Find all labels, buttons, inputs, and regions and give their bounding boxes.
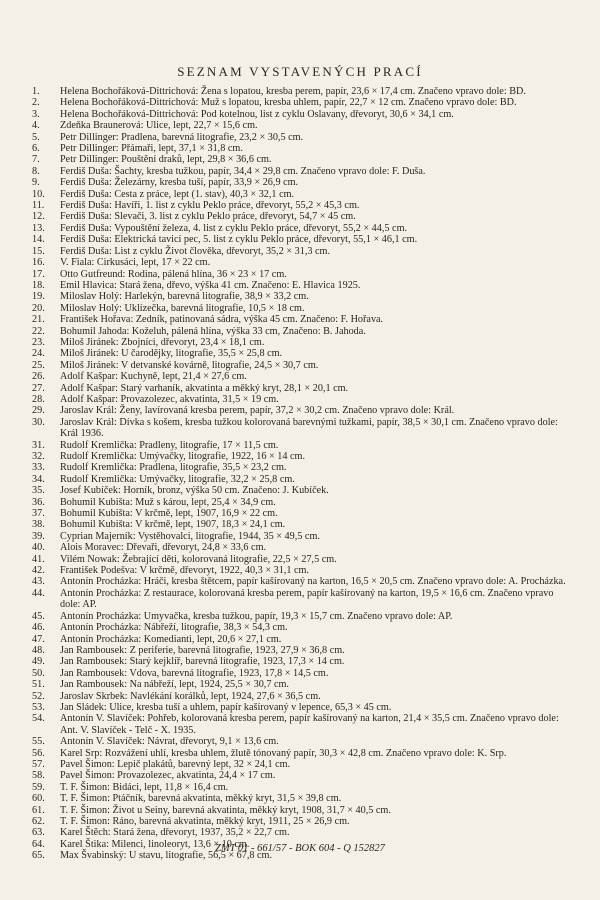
- item-number: 24.: [32, 348, 45, 360]
- item-text: Bohumil Kubišta: V krčmě, lept, 1907, 16,9 × 22 cm.: [60, 508, 278, 520]
- list-item: [32, 337, 568, 348]
- list-item: [32, 257, 568, 268]
- item-text: Vilém Nowak: Žebrající děti, kolorovaná litografie, 22,5 × 27,5 cm.: [60, 553, 337, 565]
- list-item: [32, 531, 568, 542]
- item-number: 17.: [32, 268, 45, 280]
- list-item: [32, 554, 568, 565]
- list-item: [32, 748, 568, 759]
- item-text: Rudolf Kremlička: Pradlena, litografie, 35,5 × 23,2 cm.: [60, 462, 287, 474]
- item-text: Jan Rambousek: Z periferie, barevná litografie, 1923, 27,9 × 36,8 cm.: [60, 644, 345, 656]
- item-number: 44.: [32, 587, 45, 599]
- list-item: [32, 519, 568, 530]
- item-text: Petr Dillinger: Přámaři, lept, 37,1 × 31,8 cm.: [60, 143, 243, 155]
- item-text: Miloslav Holý: Uklízečka, barevná litografie, 10,5 × 18 cm.: [60, 302, 305, 314]
- list-item: [32, 166, 568, 177]
- item-text: Ferdiš Duša: Cesta z práce, lept (1. stav), 40,3 × 32,1 cm.: [60, 188, 295, 200]
- item-number: 27.: [32, 382, 45, 394]
- item-text: Antonín Procházka: Umyvačka, kresba tužkou, papír, 19,3 × 15,7 cm. Značeno vpravo dole: AP.: [60, 610, 453, 622]
- item-text: Rudolf Kremlička: Umývačky, litografie, 32,2 × 25,8 cm.: [60, 473, 295, 485]
- item-text: Jan Rambousek: Vdova, barevná litografie, 1923, 17,8 × 14,5 cm.: [60, 667, 329, 679]
- list-item: [32, 394, 568, 405]
- item-number: 48.: [32, 644, 45, 656]
- item-number: 37.: [32, 508, 45, 520]
- item-number: 34.: [32, 473, 45, 485]
- item-text: Ferdiš Duša: List z cyklu Život člověka, dřevoryt, 35,2 × 31,3 cm.: [60, 245, 331, 257]
- item-number: 23.: [32, 336, 45, 348]
- item-number: 31.: [32, 439, 45, 451]
- item-text: Ferdiš Duša: Havíři, 1. list z cyklu Peklo práce, dřevoryt, 55,2 × 45,3 cm.: [60, 200, 360, 212]
- item-text: František Podešva: V krčmě, dřevoryt, 1922, 40,3 × 31,1 cm.: [60, 565, 309, 577]
- item-text: Helena Bochořáková-Dittrichová: Muž s lopatou, kresba uhlem, papír, 22,7 × 12 cm. Značeno vpravo dole: BD.: [60, 97, 517, 109]
- list-item: [32, 713, 568, 736]
- list-item: [32, 383, 568, 394]
- list-item: [32, 656, 568, 667]
- list-item: [32, 622, 568, 633]
- item-text: Karel Štika: Milenci, linoleoryt, 13,6 × 10 cm.: [60, 838, 250, 850]
- item-text: Ferdiš Duša: Železárny, kresba tuší, papír, 33,9 × 26,9 cm.: [60, 177, 299, 189]
- list-item: [32, 440, 568, 451]
- item-text: Bohumil Jahoda: Koželuh, pálená hlína, výška 33 cm, Značeno: B. Jahoda.: [60, 325, 366, 337]
- item-text: Petr Dillinger: Pradlena, barevná litografie, 23,2 × 30,5 cm.: [60, 131, 304, 143]
- item-number: 60.: [32, 793, 45, 805]
- item-number: 8.: [32, 165, 40, 177]
- list-item: [32, 588, 568, 611]
- works-list: [32, 86, 568, 862]
- item-text: Antonín Procházka: Komedianti, lept, 20,6 × 27,1 cm.: [60, 633, 282, 645]
- item-number: 45.: [32, 610, 45, 622]
- list-item: [32, 371, 568, 382]
- item-text: Ferdiš Duša: Šachty, kresba tužkou, papír, 34,4 × 29,8 cm. Značeno vpravo dole: F. Duša.: [60, 165, 426, 177]
- item-text: Jaroslav Skrbek: Navlékání korálků, lept, 1924, 27,6 × 36,5 cm.: [60, 690, 321, 702]
- list-item: [32, 805, 568, 816]
- list-item: [32, 462, 568, 473]
- item-text: Petr Dillinger: Pouštění draků, lept, 29,8 × 36,6 cm.: [60, 154, 272, 166]
- item-number: 40.: [32, 542, 45, 554]
- page-title: SEZNAM VYSTAVENÝCH PRACÍ: [177, 64, 423, 79]
- list-item: [32, 793, 568, 804]
- item-text: Josef Kubíček: Horník, bronz, výška 50 cm. Značeno: J. Kubíček.: [60, 485, 329, 497]
- list-item: [32, 702, 568, 713]
- item-number: 64.: [32, 838, 45, 850]
- item-text: Rudolf Kremlička: Pradleny, litografie, 17 × 11,5 cm.: [60, 439, 279, 451]
- item-text: Antonín V. Slavíček: Návrat, dřevoryt, 9,1 × 13,6 cm.: [60, 736, 279, 748]
- list-item: [32, 280, 568, 291]
- item-number: 51.: [32, 679, 45, 691]
- list-item: [32, 816, 568, 827]
- item-number: 2.: [32, 97, 40, 109]
- item-text: Otto Gutfreund: Rodina, pálená hlína, 36 × 23 × 17 cm.: [60, 268, 287, 280]
- item-number: 61.: [32, 804, 45, 816]
- list-item: [32, 177, 568, 188]
- item-number: 50.: [32, 667, 45, 679]
- item-number: 49.: [32, 656, 45, 668]
- item-number: 12.: [32, 211, 45, 223]
- list-item: [32, 200, 568, 211]
- list-item: [32, 497, 568, 508]
- item-text: Bohumil Kubišta: V krčmě, lept, 1907, 18,3 × 24,1 cm.: [60, 519, 286, 531]
- list-item: [32, 691, 568, 702]
- item-number: 59.: [32, 781, 45, 793]
- item-number: 30.: [32, 416, 45, 428]
- list-item: [32, 782, 568, 793]
- item-text: Miloš Jiránek: V detvanské kovárně, litografie, 24,5 × 30,7 cm.: [60, 359, 319, 371]
- item-text: Karel Štěch: Stará žena, dřevoryt, 1937, 35,2 × 22,7 cm.: [60, 827, 290, 839]
- item-number: 14.: [32, 234, 45, 246]
- item-number: 29.: [32, 405, 45, 417]
- item-text: T. F. Šimon: Bidáci, lept, 11,8 × 16,4 cm.: [60, 781, 229, 793]
- item-number: 58.: [32, 770, 45, 782]
- item-number: 33.: [32, 462, 45, 474]
- item-text: Bohumil Kubišta: Muž s károu, lept, 25,4 × 34,9 cm.: [60, 496, 276, 508]
- list-item: [32, 770, 568, 781]
- list-item: [32, 542, 568, 553]
- item-number: 25.: [32, 359, 45, 371]
- item-number: 41.: [32, 553, 45, 565]
- item-text: Miloš Jiránek: Zbojníci, dřevoryt, 23,4 × 18,1 cm.: [60, 336, 265, 348]
- item-number: 53.: [32, 701, 45, 713]
- item-number: 22.: [32, 325, 45, 337]
- list-item: [32, 189, 568, 200]
- item-text: Antonín Procházka: Z restaurace, kolorovaná kresba perem, papír kašírovaný na karton, 19,5 × 16,6 cm. Značeno vpravo dole: AP.: [60, 587, 554, 611]
- list-item: [32, 485, 568, 496]
- item-text: Ferdiš Duša: Elektrická tavicí pec, 5. list z cyklu Peklo práce, dřevoryt, 55,1 × 46,1 cm.: [60, 234, 418, 246]
- item-text: Jaroslav Král: Ženy, lavírovaná kresba perem, papír, 37,2 × 30,2 cm. Značeno vpravo dole: Král.: [60, 405, 455, 417]
- item-number: 4.: [32, 120, 40, 132]
- list-item: [32, 405, 568, 416]
- item-text: Pavel Šimon: Provazolezec, akvatinta, 24,4 × 17 cm.: [60, 770, 276, 782]
- list-item: [32, 223, 568, 234]
- item-text: Max Švabinský: U stavu, litografie, 56,5 × 67,8 cm.: [60, 850, 273, 862]
- list-item: [32, 86, 568, 97]
- list-item: [32, 109, 568, 120]
- item-number: 47.: [32, 633, 45, 645]
- item-number: 36.: [32, 496, 45, 508]
- item-text: Antonín V. Slavíček: Pohřeb, kolorovaná kresba perem, papír kašírovaný na karton, 21,4 × 35,5 cm. Značeno vpravo dole: Ant. V. Slavíček - Telč - X. 1935.: [60, 713, 559, 736]
- item-text: Adolf Kašpar: Provazolezec, akvatinta, 31,5 × 19 cm.: [60, 393, 279, 405]
- item-text: Karel Srp: Rozvážení uhlí, kresba uhlem, žlutě tónovaný papír, 30,3 × 42,8 cm. Značeno vpravo dole: K. Srp.: [60, 747, 507, 759]
- list-item: [32, 132, 568, 143]
- item-number: 21.: [32, 314, 45, 326]
- list-item: [32, 97, 568, 108]
- item-text: Jan Rambousek: Starý kejklíř, barevná litografie, 1923, 17,3 × 14 cm.: [60, 656, 345, 668]
- item-number: 55.: [32, 736, 45, 748]
- list-item: [32, 326, 568, 337]
- list-item: [32, 211, 568, 222]
- item-number: 26.: [32, 371, 45, 383]
- list-item: [32, 736, 568, 747]
- item-text: V. Fiala: Cirkusáci, lept, 17 × 22 cm.: [60, 257, 211, 269]
- item-text: Emil Hlavica: Stará žena, dřevo, výška 41 cm. Značeno: E. Hlavica 1925.: [60, 279, 361, 291]
- item-text: Pavel Šimon: Lepič plakátů, barevný lept, 32 × 24,1 cm.: [60, 758, 291, 770]
- item-number: 16.: [32, 257, 45, 269]
- item-text: Jan Rambousek: Na nábřeží, lept, 1924, 25,5 × 30,7 cm.: [60, 679, 289, 691]
- list-item: [32, 668, 568, 679]
- item-text: Miloš Jiránek: U čarodějky, litografie, 35,5 × 25,8 cm.: [60, 348, 283, 360]
- item-text: Jaroslav Král: Dívka s košem, kresba tužkou kolorovaná barevnými tužkami, papír, 38,5 × 30,1 cm. Značeno vpravo dole: Král 1936.: [60, 416, 558, 440]
- item-text: Ferdiš Duša: Slevači, 3. list z cyklu Peklo práce, dřevoryt, 54,7 × 45 cm.: [60, 211, 356, 223]
- item-number: 28.: [32, 393, 45, 405]
- item-number: 46.: [32, 622, 45, 634]
- item-text: Zdeňka Braunerová: Ulice, lept, 22,7 × 15,6 cm.: [60, 120, 258, 132]
- item-text: Alois Moravec: Dřevaři, dřevoryt, 24,8 × 33,6 cm.: [60, 542, 267, 554]
- item-text: Rudolf Kremlička: Umývačky, litografie, 1922, 16 × 14 cm.: [60, 451, 306, 462]
- list-item: [32, 348, 568, 359]
- item-text: Antonín Procházka: Nábřeží, litografie, 38,3 × 54,3 cm.: [60, 622, 288, 634]
- item-number: 54.: [32, 713, 45, 725]
- item-number: 6.: [32, 143, 40, 155]
- list-item: [32, 611, 568, 622]
- list-item: [32, 451, 568, 462]
- item-number: 56.: [32, 747, 45, 759]
- print-code-footer: ZMT 01 - 661/57 - BOK 604 - Q 152827: [215, 843, 385, 854]
- item-number: 57.: [32, 758, 45, 770]
- list-item: [32, 360, 568, 371]
- list-item: [32, 291, 568, 302]
- item-number: 5.: [32, 131, 40, 143]
- list-item: [32, 827, 568, 838]
- item-text: T. F. Šimon: Ráno, barevná akvatinta, měkký kryt, 1911, 25 × 26,9 cm.: [60, 816, 350, 827]
- list-item: [32, 269, 568, 280]
- item-number: 15.: [32, 245, 45, 257]
- item-number: 43.: [32, 576, 45, 588]
- list-item: [32, 759, 568, 770]
- list-item: [32, 565, 568, 576]
- item-number: 35.: [32, 485, 45, 497]
- list-item: [32, 508, 568, 519]
- item-number: 65.: [32, 850, 45, 862]
- item-number: 1.: [32, 86, 40, 97]
- item-text: Miloslav Holý: Harlekýn, barevná litografie, 38,9 × 33,2 cm.: [60, 291, 309, 303]
- list-item: [32, 474, 568, 485]
- item-number: 63.: [32, 827, 45, 839]
- list-item: [32, 679, 568, 690]
- item-text: Helena Bochořáková-Dittrichová: Žena s lopatou, kresba perem, papír, 23,6 × 17,4 cm. Značeno vpravo dole: BD.: [60, 86, 526, 97]
- item-text: Cyprian Majerník: Vystěhovalci, litografie, 1944, 35 × 49,5 cm.: [60, 530, 320, 542]
- item-number: 32.: [32, 451, 45, 462]
- list-item: [32, 645, 568, 656]
- item-text: Adolf Kašpar: Kuchyně, lept, 21,4 × 27,6 cm.: [60, 371, 247, 383]
- item-number: 11.: [32, 200, 45, 212]
- item-number: 42.: [32, 565, 45, 577]
- item-text: Helena Bochořáková-Dittrichová: Pod kotelnou, list z cyklu Oslavany, dřevoryt, 30,6 × 34,1 cm.: [60, 108, 454, 120]
- item-text: T. F. Šimon: Život u Seiny, barevná akvatinta, měkký kryt, 1908, 31,7 × 40,5 cm.: [60, 804, 391, 816]
- item-number: 10.: [32, 188, 45, 200]
- item-number: 18.: [32, 279, 45, 291]
- item-number: 19.: [32, 291, 45, 303]
- item-number: 38.: [32, 519, 45, 531]
- list-item: [32, 246, 568, 257]
- item-text: Jan Sládek: Ulice, kresba tuší a uhlem, papír kašírovaný v lepence, 65,3 × 45 cm.: [60, 701, 392, 713]
- list-item: [32, 417, 568, 440]
- item-number: 20.: [32, 302, 45, 314]
- list-item: [32, 154, 568, 165]
- list-item: [32, 314, 568, 325]
- list-item: [32, 576, 568, 587]
- item-number: 39.: [32, 530, 45, 542]
- item-number: 13.: [32, 222, 45, 234]
- item-number: 52.: [32, 690, 45, 702]
- list-item: [32, 303, 568, 314]
- item-text: František Hořava: Zedník, patinovaná sádra, výška 45 cm. Značeno: F. Hořava.: [60, 314, 384, 326]
- item-text: Ferdiš Duša: Vypouštění železa, 4. list z cyklu Peklo práce, dřevoryt, 55,2 × 44,5 cm.: [60, 222, 408, 234]
- item-text: Adolf Kašpar: Starý varhaník, akvatinta a měkký kryt, 28,1 × 20,1 cm.: [60, 382, 349, 394]
- item-number: 3.: [32, 108, 40, 120]
- list-item: [32, 634, 568, 645]
- list-item: [32, 143, 568, 154]
- item-number: 62.: [32, 816, 45, 827]
- list-item: [32, 234, 568, 245]
- item-text: T. F. Šimon: Ptáčník, barevná akvatinta, měkký kryt, 31,5 × 39,8 cm.: [60, 793, 342, 805]
- item-number: 7.: [32, 154, 40, 166]
- item-text: Antonín Procházka: Hráči, kresba štětcem, papír kašírovaný na karton, 16,5 × 20,5 cm. Značeno vpravo dole: A. Procházka.: [60, 576, 566, 588]
- item-number: 9.: [32, 177, 40, 189]
- list-item: [32, 120, 568, 131]
